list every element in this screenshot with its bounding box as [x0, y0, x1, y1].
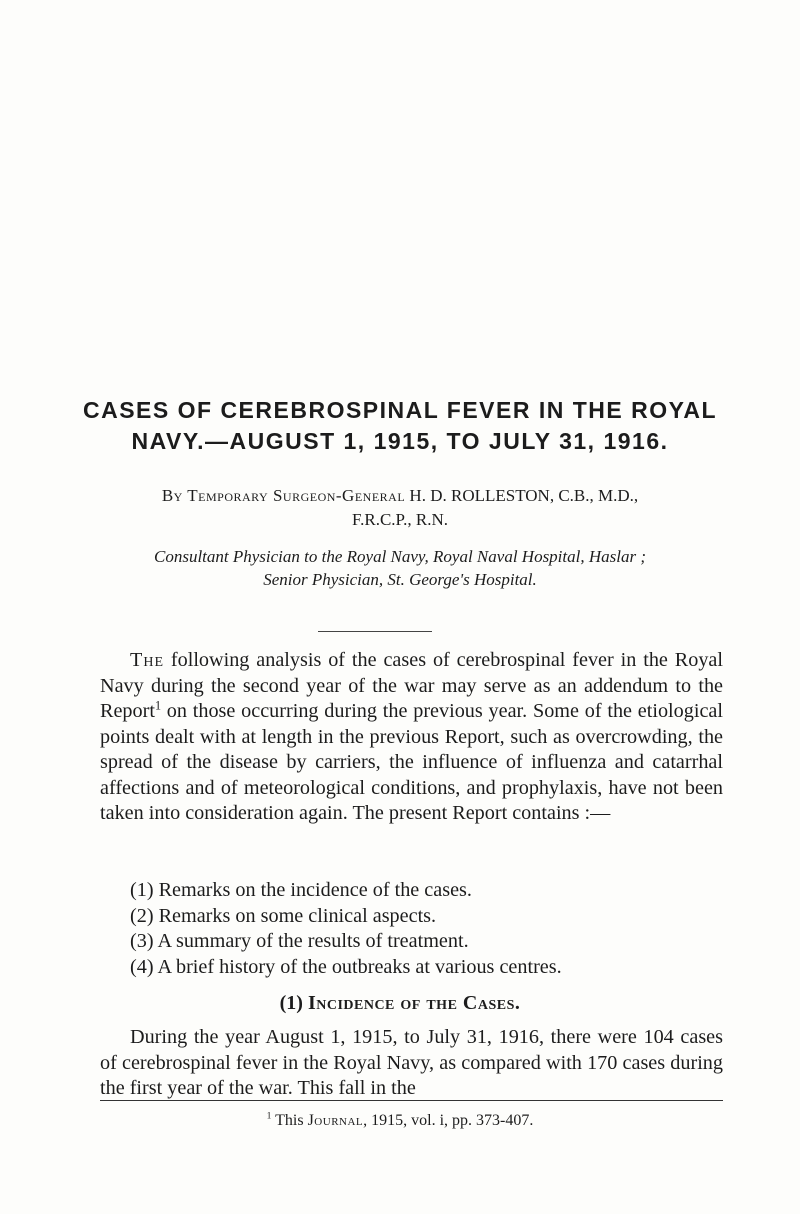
section-title: Incidence of the Cases.: [307, 992, 521, 1014]
intro-text-part-2: on those occurring during the previous year. Some of the etiological points dealt with at length in the previous Report, such as overcrowding, the spread of the disease by carriers, the influence of influenza and catarrhal affections and of meteorological conditions, and prophylaxis, have not been taken into consideration again. The present Report contains :—: [100, 700, 723, 824]
affiliation-line-1: Consultant Physician to the Royal Navy, Royal Naval Hospital, Haslar ;: [153, 547, 646, 566]
footnote-reference[interactable]: 1: [154, 698, 162, 713]
affiliation-line-2: Senior Physician, St. George's Hospital.: [263, 570, 537, 589]
author-name: H. D. ROLLESTON, C.B., M.D.,: [409, 486, 639, 505]
intro-lead-word: The: [130, 649, 164, 671]
section-divider: [318, 631, 432, 632]
author-credentials: F.R.C.P., R.N.: [352, 510, 448, 529]
incidence-paragraph: During the year August 1, 1915, to July 31, 1916, there were 104 cases of cerebrospinal fever in the Royal Navy, as compared with 170 cases during the first year of the war. This fall in the: [100, 1026, 723, 1099]
article-title-line-2: NAVY.—AUGUST 1, 1915, TO JULY 31, 1916.: [131, 428, 669, 454]
footnote-rule: [100, 1100, 723, 1101]
byline: [0, 484, 800, 508]
contents-list-item: (3) A summary of the results of treatment.: [130, 930, 469, 952]
contents-list-item: (4) A brief history of the outbreaks at various centres.: [130, 956, 562, 978]
contents-list-item: (1) Remarks on the incidence of the cases.: [130, 879, 472, 901]
section-heading: [0, 990, 800, 1016]
intro-text-part-1: following analysis of the cases of cerebrospinal fever in the Royal Navy during the second year of the war may serve as an addendum to the Report: [100, 649, 723, 722]
footnote-citation: , 1915, vol. i, pp. 373-407.: [363, 1112, 534, 1129]
article-title-line-1: CASES OF CEREBROSPINAL FEVER IN THE ROYAL: [82, 397, 718, 423]
footnote-journal: Journal: [307, 1112, 364, 1129]
byline-prefix: By Temporary Surgeon-General: [161, 486, 406, 505]
contents-list-item: (2) Remarks on some clinical aspects.: [130, 905, 437, 927]
footnote-marker: 1: [266, 1110, 272, 1122]
section-number: (1): [279, 992, 303, 1014]
footnote: [0, 1110, 800, 1132]
footnote-text-pre: This: [271, 1112, 308, 1129]
intro-paragraph: [100, 648, 723, 827]
